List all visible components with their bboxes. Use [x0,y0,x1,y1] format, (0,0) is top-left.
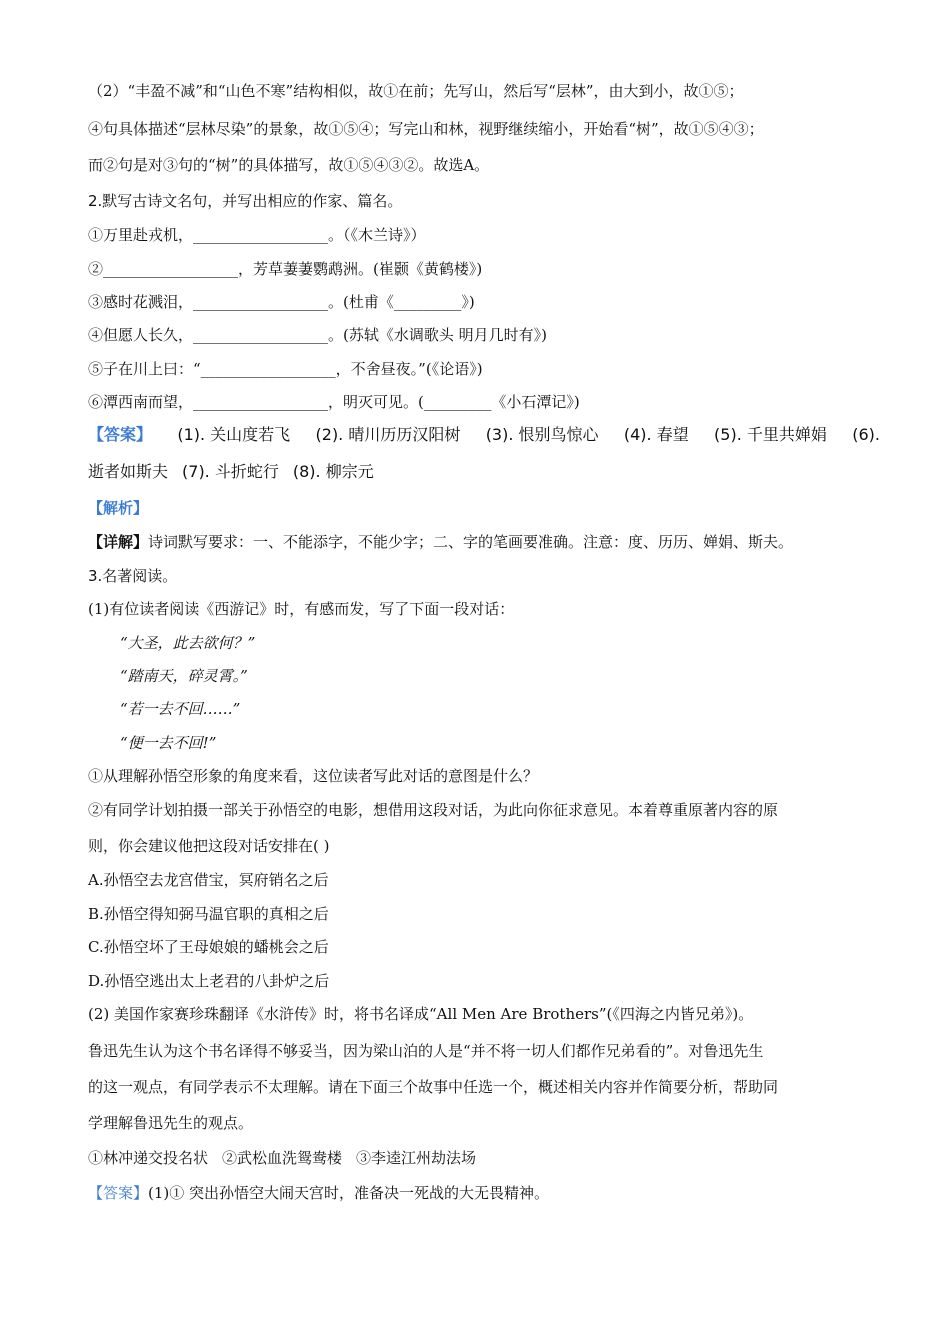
answer-3: (3). 恨别鸟惊心 [485,425,599,444]
story-3: ③李逵江州劫法场 [356,1149,477,1167]
q3-stories [88,1147,880,1169]
q3-title: 3.名著阅读。 [88,567,178,585]
q3-answer-tag: 【答案】 [88,1184,149,1202]
option-c: C.孙悟空坏了王母娘娘的蟠桃会之后 [88,938,329,956]
answer-8: (8). 柳宗元 [292,462,374,481]
dialogue-line-3: “若一去不回……” [120,700,241,718]
option-d: D.孙悟空逃出太上老君的八卦炉之后 [88,972,330,990]
analysis-tag: 【解析】 [88,499,149,517]
detail-tag: 【详解】 [88,533,149,551]
q1-analysis-line-2: ④句具体描述“层林尽染”的景象，故①⑤④；写完山和林，视野继续缩小，开始看“树”，故①⑤④③； [88,120,764,138]
q2-item-5: ⑤子在川上曰：“__________________，不舍昼夜。”(《论语》) [88,360,483,378]
q3-p2-line-3: 的这一观点，有同学表示不太理解。请在下面三个故事中任选一个，概述相关内容并作简要分析，帮助同 [88,1078,779,1096]
answer-6-label: (6). [852,425,880,444]
option-b: B.孙悟空得知弼马温官职的真相之后 [88,905,329,923]
q2-item-3: ③感时花溅泪，__________________。(杜甫《_________》) [88,293,475,311]
q3-p2-line-1: (2) 美国作家赛珍珠翻译《水浒传》时，将书名译成“All Men Are Brothers”(《四海之内皆兄弟》)。 [88,1005,754,1023]
q3-p2-line-4: 学理解鲁迅先生的观点。 [88,1114,254,1132]
q3-sub2-line-1: ②有同学计划拍摄一部关于孙悟空的电影，想借用这段对话，为此向你征求意见。本着尊重原著内容的原 [88,801,779,819]
story-2: ②武松血洗鸳鸯楼 [222,1149,343,1167]
q2-item-6: ⑥潭西南而望，__________________，明灭可见。(_________《小石潭记》) [88,393,580,411]
dialogue-line-2: “踏南天，碎灵霄。” [120,667,248,685]
q2-item-4: ④但愿人长久，__________________。(苏轼《水调歌头 明月几时有》) [88,326,547,344]
q1-analysis-line-1: （2）“丰盈不减”和“山色不寒”结构相似，故①在前；先写山，然后写“层林”，由大到小，故①⑤； [88,82,744,100]
q3-p1-intro: (1)有位读者阅读《西游记》时，有感而发，写了下面一段对话： [88,600,515,618]
answer-6: 逝者如斯夫 [88,462,169,481]
q2-answers-line-2 [88,461,880,483]
answer-5: (5). 千里共婵娟 [714,425,827,444]
q2-detail [88,531,880,553]
answer-1: (1). 关山度若飞 [177,425,291,444]
q1-analysis-line-3: 而②句是对③句的“树”的具体描写，故①⑤④③②。故选A。 [88,156,490,174]
answer-4: (4). 春望 [623,425,689,444]
q3-answer [88,1182,880,1204]
answer-2: (2). 晴川历历汉阳树 [315,425,461,444]
q3-sub1: ①从理解孙悟空形象的角度来看，这位读者写此对话的意图是什么？ [88,767,539,785]
q2-item-1: ①万里赴戎机，__________________。（《木兰诗》） [88,226,426,244]
q3-sub2-line-2: 则，你会建议他把这段对话安排在( ) [88,837,330,855]
q2-item-2: ②__________________，芳草萋萋鹦鹉洲。(崔颢《黄鹤楼》) [88,260,483,278]
dialogue-line-1: “大圣，此去欲何？” [120,634,256,652]
answer-7: (7). 斗折蛇行 [182,462,279,481]
q3-p2-line-2: 鲁迅先生认为这个书名译得不够妥当，因为梁山泊的人是“并不将一切人们都作兄弟看的”。对鲁迅先生 [88,1042,764,1060]
q2-answers-line-1 [88,424,880,446]
dialogue-line-4: “便一去不回!” [120,734,217,752]
story-1: ①林冲递交投名状 [88,1149,209,1167]
q2-title: 2.默写古诗文名句，并写出相应的作家、篇名。 [88,192,403,210]
answer-tag: 【答案】 [88,425,153,444]
option-a: A.孙悟空去龙宫借宝，冥府销名之后 [88,871,329,889]
detail-text: 诗词默写要求：一、不能添字，不能少字；二、字的笔画要准确。注意：度、历历、婵娟、斯夫。 [148,533,794,551]
q3-answer-text: (1)① 突出孙悟空大闹天宫时，准备决一死战的大无畏精神。 [148,1184,550,1202]
